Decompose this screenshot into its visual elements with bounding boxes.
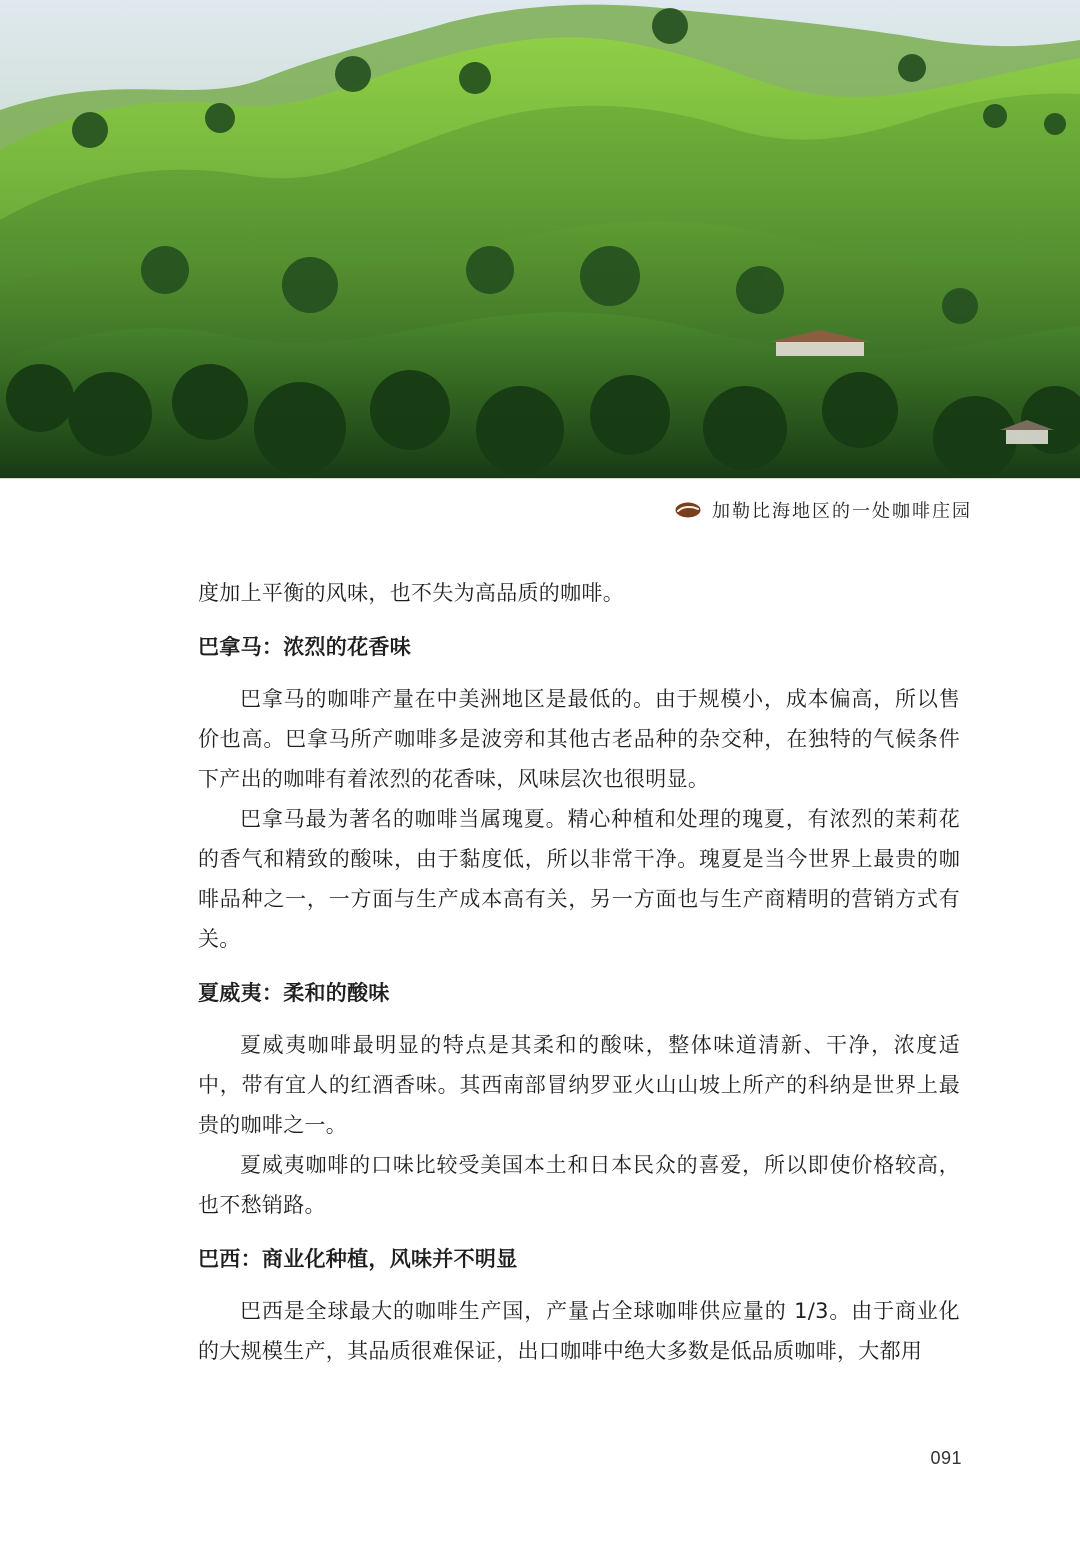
photo-caption [674, 495, 972, 525]
section-heading-brazil: 巴西：商业化种植，风味并不明显 [198, 1247, 518, 1271]
caption-text: 加勒比海地区的一处咖啡庄园 [712, 501, 972, 522]
landscape-photo [0, 0, 1080, 479]
article-body [198, 573, 960, 1371]
panama-paragraph-1: 巴拿马的咖啡产量在中美洲地区是最低的。由于规模小，成本偏高，所以售价也高。巴拿马所产咖啡多是波旁和其他古老品种的杂交种，在独特的气候条件下产出的咖啡有着浓烈的花香味，风味层次也很明显。 [198, 687, 960, 791]
lead-line: 度加上平衡的风味，也不失为高品质的咖啡。 [198, 581, 624, 605]
panama-paragraph-2: 巴拿马最为著名的咖啡当属瑰夏。精心种植和处理的瑰夏，有浓烈的茉莉花的香气和精致的酸味，由于黏度低，所以非常干净。瑰夏是当今世界上最贵的咖啡品种之一，一方面与生产成本高有关，另一方面也与生产商精明的营销方式有关。 [198, 807, 960, 951]
coffee-bean-icon [674, 501, 702, 519]
brazil-paragraph-1: 巴西是全球最大的咖啡生产国，产量占全球咖啡供应量的 1/3。由于商业化的大规模生产，其品质很难保证，出口咖啡中绝大多数是低品质咖啡，大都用 [198, 1299, 960, 1363]
page-number: 091 [930, 1448, 962, 1468]
hawaii-paragraph-2: 夏威夷咖啡的口味比较受美国本土和日本民众的喜爱，所以即使价格较高，也不愁销路。 [198, 1153, 960, 1217]
hawaii-paragraph-1: 夏威夷咖啡最明显的特点是其柔和的酸味，整体味道清新、干净，浓度适中，带有宜人的红酒香味。其西南部冒纳罗亚火山山坡上所产的科纳是世界上最贵的咖啡之一。 [198, 1033, 960, 1137]
section-heading-hawaii: 夏威夷：柔和的酸味 [198, 981, 390, 1005]
section-heading-panama: 巴拿马：浓烈的花香味 [198, 635, 411, 659]
